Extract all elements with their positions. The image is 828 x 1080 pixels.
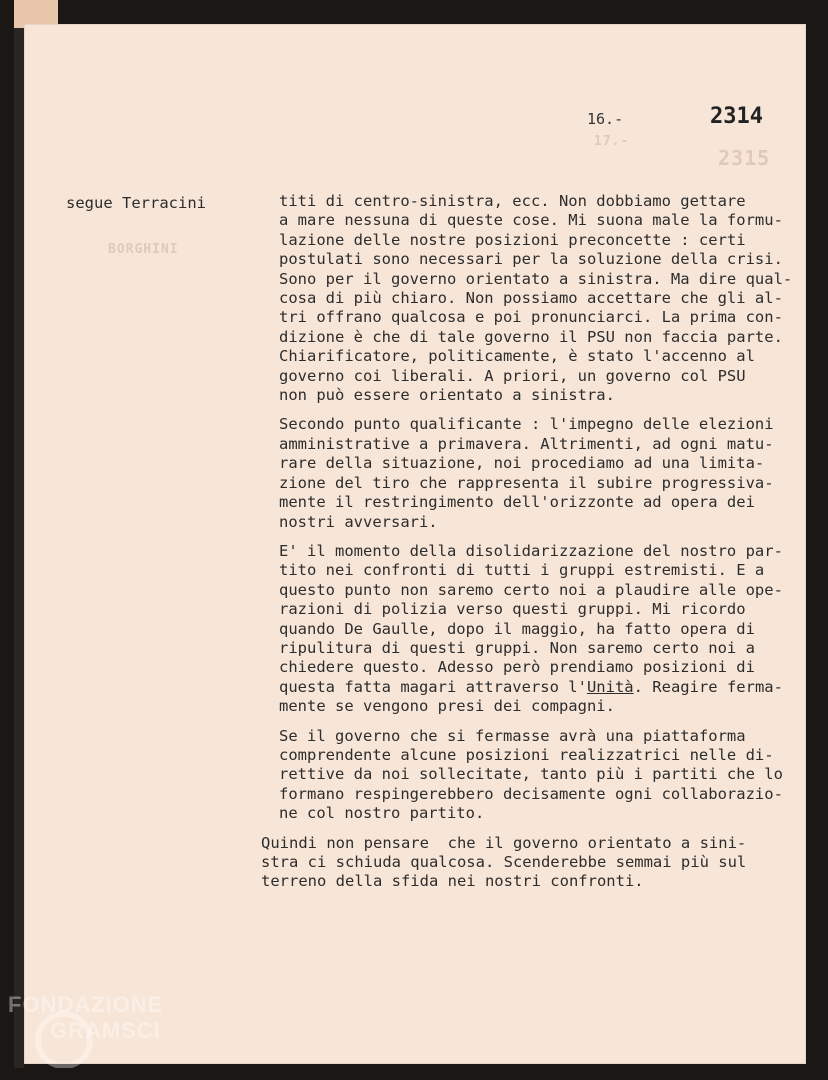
text-line: comprendente alcune posizioni realizzatrici nelle di- [279, 745, 774, 764]
text-line: cosa di più chiaro. Non possiamo accettare che gli al- [279, 289, 783, 308]
fondazione-gramsci-logo [6, 988, 206, 1068]
document-number: 2314 [710, 104, 763, 129]
text-line: Quindi non pensare che il governo orientato a sini- [261, 833, 747, 852]
binder-edge [14, 28, 24, 1068]
text-line: titi di centro-sinistra, ecc. Non dobbiamo gettare [279, 192, 746, 210]
text-line: rettive da noi sollecitate, tanto più i partiti che lo [279, 765, 783, 784]
bleed-through-number: 2315 [718, 146, 771, 170]
text-line: razioni di polizia verso questi gruppi. Mi ricordo [279, 600, 746, 619]
text-line: governo coi liberali. A priori, un governo col PSU [279, 366, 746, 385]
text-line: mente il restringimento dell'orizzonte ad opera dei [279, 493, 755, 512]
text-line: Sono per il governo orientato a sinistra. Ma dire qual- [279, 269, 793, 288]
paragraph-5 [261, 834, 799, 892]
bleed-through-name: BORGHINI [108, 242, 179, 257]
text-line: nostri avversari. [279, 512, 438, 531]
logo-line-1: FONDAZIONE [8, 992, 164, 1017]
text-line: formano respingerebbero decisamente ogni collaborazio- [279, 784, 783, 803]
speaker-label: segue Terracini [66, 194, 206, 212]
unita-after: . Reagire ferma- [633, 677, 783, 696]
text-line: zione del tiro che rappresenta il subire progressiva- [279, 473, 774, 492]
text-line: tito nei confronti di tutti i gruppi estremisti. E a [279, 561, 765, 580]
text-line: chiedere questo. Adesso però prendiamo posizioni di [279, 658, 755, 677]
bleed-through-page: 17.- [594, 134, 630, 149]
text-line: Secondo punto qualificante : l'impegno delle elezioni [279, 415, 774, 434]
text-line: amministrative a primavera. Altrimenti, ad ogni matu- [279, 434, 774, 453]
text-line: rare della situazione, noi procediamo ad una limita- [279, 454, 765, 473]
text-line: ne col nostro partito. [279, 804, 485, 823]
text-line: E' il momento della disolidarizzazione del nostro par- [279, 541, 783, 560]
text-line-unita [279, 678, 799, 697]
text-line: quando De Gaulle, dopo il maggio, ha fatto opera di [279, 619, 755, 638]
logo-line-2: GRAMSCI [50, 1018, 161, 1043]
page-number: 16.- [587, 110, 624, 128]
text-line: ripulitura di questi gruppi. Non saremo certo noi a [279, 638, 755, 657]
text-line: non può essere orientato a sinistra. [279, 386, 615, 405]
text-line: dizione è che di tale governo il PSU non faccia parte. [279, 327, 783, 346]
paragraph-4 [279, 727, 799, 824]
paragraph-3 [279, 542, 799, 717]
unita-before: questa fatta magari attraverso l' [279, 677, 587, 696]
text-line: postulati sono necessari per la soluzione della crisi. [279, 250, 783, 269]
text-line: terreno della sfida nei nostri confronti. [261, 872, 644, 891]
text-line: Chiarificatore, politicamente, è stato l'accenno al [279, 347, 755, 366]
paragraph-1 [279, 192, 799, 405]
text-line: lazione delle nostre posizioni preconcette : certi [279, 230, 746, 249]
text-line: a mare nessuna di queste cose. Mi suona male la formu- [279, 211, 783, 230]
paragraph-2 [279, 415, 799, 531]
text-line: tri offrano qualcosa e poi pronunciarci. La prima con- [279, 308, 783, 327]
transcript-body [261, 192, 799, 902]
text-line: questo punto non saremo certo noi a plaudire alle ope- [279, 580, 783, 599]
document-page [24, 24, 806, 1064]
text-line: mente se vengono presi dei compagni. [279, 697, 615, 716]
text-line: Se il governo che si fermasse avrà una piattaforma [279, 726, 746, 745]
text-line: stra ci schiuda qualcosa. Scenderebbe semmai più sul [261, 853, 747, 871]
unita-underlined: Unità [586, 677, 634, 696]
